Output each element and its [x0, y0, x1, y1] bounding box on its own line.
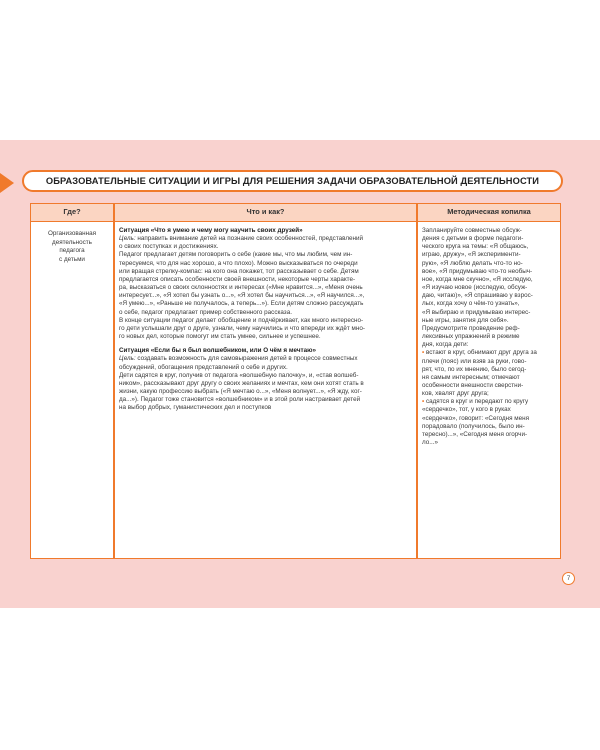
bullet-dot-icon: •: [422, 349, 425, 357]
section-title: ОБРАЗОВАТЕЛЬНЫЕ СИТУАЦИИ И ИГРЫ ДЛЯ РЕШЕНИЯ ЗАДАЧИ ОБРАЗОВАТЕЛЬНОЙ ДЕЯТЕЛЬНОСТИ: [45, 176, 540, 186]
header-what-how: Что и как?: [246, 207, 285, 216]
page-number: 7: [562, 572, 575, 585]
text-line: плечи (пояс) или взяв за руки, гово-: [422, 357, 527, 365]
text-line: Педагог предлагает детям поговорить о себе (какие мы, что мы любим, чем ин-: [119, 251, 353, 259]
text-line: особенности внешности сверстни-: [422, 381, 524, 389]
text-line: ков, хвалят друг друга;: [422, 390, 489, 398]
text-line: или вращая стрелку-компас: на кого она покажет, тот рассказывает о себе. Детям: [119, 267, 359, 275]
text-line: даю, читаю)», «Я спрашиваю у взрос-: [422, 292, 533, 300]
header-where: Где?: [63, 207, 81, 216]
text-line: ные игры, занятия для себя».: [422, 316, 509, 324]
goal-text: создавать возможность для самовыражения детей в процессе совместных: [135, 355, 358, 363]
bullet-text: встают в круг, обнимают друг друга за: [425, 349, 537, 357]
text-line: дня, когда дети:: [422, 341, 469, 349]
goal-label: Цель:: [119, 355, 136, 363]
text-line: Дети садятся в круг, получив от педагога «волшебную палочку», и, «став волшеб-: [119, 371, 359, 379]
text-line: ра, высказаться о своих склонностях и интересах («Мне нравится...», «Меня очень: [119, 284, 363, 292]
text-line: ня самым интересным; отмечают: [422, 373, 520, 381]
text-line: порадовало (получилось, было ин-: [422, 422, 525, 430]
header-kopilka: Методическая копилка: [447, 207, 531, 216]
text-line: жизни, какую профессию выбрать («Я мечтаю о...», «Меня волнует...», «Я жду, ког-: [119, 387, 362, 395]
bullet-dot-icon: •: [422, 398, 425, 406]
text-line: тересуемся, что для нас хорошо, а что плохо). Можно высказываться по очереди: [119, 259, 358, 267]
text-line: рую», «Я люблю делать что-то но-: [422, 259, 523, 267]
activities-table: [30, 203, 561, 559]
where-line: с детьми: [59, 255, 85, 263]
where-cell: [35, 230, 109, 264]
text-line: да...»). Педагог тоже становится «волшебником» и в этой роли настраивает детей: [119, 396, 361, 404]
text-line: лексивных упражнений в режиме: [422, 333, 520, 341]
text-line: го новых дел, которые помогут им стать умнее, сильнее и успешнее.: [119, 333, 321, 341]
text-line: ником», рассказывают друг другу о своих желаниях и мечтах, кем они хотят стать в: [119, 379, 364, 387]
text-line: Запланируйте совместные обсуж-: [422, 227, 522, 234]
goal-label: Цель:: [119, 235, 136, 243]
text-line: ло...»: [422, 439, 438, 447]
where-line: деятельность: [52, 238, 92, 246]
text-line: «сердечко», тот, у кого в руках: [422, 406, 511, 414]
bullet-text: садятся в круг и передают по кругу: [425, 398, 529, 406]
text-line: «Я умею...», «Раньше не получалось, а теперь...»). Если детям сложно рассуждать: [119, 300, 364, 308]
text-line: обсуждений, обогащения представлений о себе и других.: [119, 363, 288, 371]
bullet-item: [422, 349, 558, 357]
text-line: го дети услышали друг о друге, узнали, чему научились и что впереди их ждёт мно-: [119, 324, 365, 332]
text-line: дения с детьми в форме педагоги-: [422, 235, 524, 243]
text-line: рят, что, по их мнению, было сегод-: [422, 365, 527, 373]
text-line: «Я выбираю и придумываю интерес-: [422, 308, 531, 316]
text-line: ческого круга на темы: «Я общаюсь,: [422, 243, 529, 251]
orange-arrow-icon: [0, 173, 14, 193]
text-line: предлагается описать особенности своей внешности, некоторые черты характе-: [119, 275, 356, 283]
bullet-item: [422, 398, 558, 406]
text-line: вое», «Я придумываю что-то необыч-: [422, 267, 533, 275]
situation-2-title: Ситуация «Если бы я был волшебником, или О чём я мечтаю»: [119, 347, 316, 355]
kopilka-cell: [422, 227, 558, 447]
text-line: «сердечко», говорит: «Сегодня меня: [422, 414, 530, 422]
column-divider: [113, 204, 115, 558]
text-line: «Я изучаю новое (исследую, обсуж-: [422, 284, 528, 292]
situation-2-goal: [119, 355, 415, 363]
goal-text: направить внимание детей на познание своих особенностей, представлений: [135, 235, 364, 243]
situation-1-goal: [119, 235, 415, 243]
text-line: интересует...», «Я хотел бы узнать о...», «Я хотел бы научиться...», «Я научился...»,: [119, 292, 365, 300]
text-line: о своих поступках и достижениях.: [119, 243, 219, 251]
text-line: В конце ситуации педагог делает обобщение и подчёркивает, как много интересно-: [119, 316, 364, 324]
table-header-row: [31, 204, 560, 222]
column-divider: [416, 204, 418, 558]
text-line: играю, дружу», «Я эксперименти-: [422, 251, 521, 259]
what-how-cell: [119, 227, 415, 412]
text-line: Предусмотрите проведение реф-: [422, 324, 520, 332]
where-line: Организованная: [47, 230, 97, 237]
text-line: ное, когда мне скучно», «Я исследую,: [422, 275, 533, 283]
section-title-box: [22, 170, 563, 192]
situation-1-title: Ситуация «Что я умею и чему могу научить своих друзей»: [119, 227, 303, 234]
text-line: на выбор добрых, гуманистических дел и поступков: [119, 404, 272, 412]
text-line: тересно)...», «Сегодня меня огорчи-: [422, 430, 528, 438]
text-line: лых, когда хочу о чём-то узнать»,: [422, 300, 520, 308]
text-line: о себе, педагог предлагает пример собственного рассказа.: [119, 308, 292, 316]
where-line: педагога: [59, 247, 85, 255]
